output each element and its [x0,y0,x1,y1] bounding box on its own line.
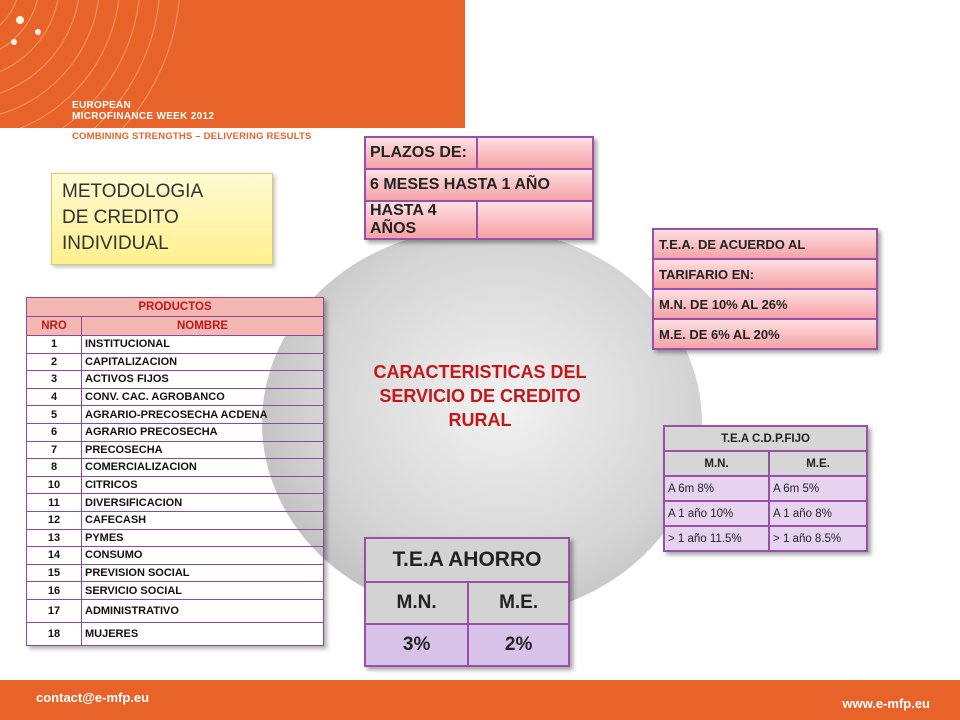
row-nombre: CAFECASH [82,511,324,529]
footer-website-link[interactable]: www.e-mfp.eu [842,696,930,711]
tea-box [652,228,878,350]
row-nombre: CONSUMO [82,547,324,565]
ahorro-mn-value: 3% [365,624,468,666]
table-row [27,622,324,645]
footer-bar [0,680,960,720]
concentric-arcs-logo-icon [0,0,465,128]
footer-email-link[interactable]: contact@e-mfp.eu [36,690,150,705]
brand-line-2: MICROFINANCE WEEK 2012 [72,111,215,122]
brand-line-1: EUROPEAN [72,100,132,111]
row-nombre: PRECOSECHA [82,441,324,459]
tagline: COMBINING STRENGTHS – DELIVERING RESULTS [72,131,312,142]
products-title: PRODUCTOS [27,298,324,317]
ahorro-me-value: 2% [468,624,569,666]
ahorro-table [364,537,570,667]
row-nro: 18 [27,622,82,645]
method-line-2: DE CREDITO [62,207,179,228]
cdp-col-me: M.E. [769,451,867,476]
row-nombre: DIVERSIFICACION [82,494,324,512]
tea-line-3: M.N. DE 10% AL 26% [653,289,877,319]
table-row [27,582,324,600]
row-nombre: COMERCIALIZACION [82,459,324,477]
cdp-me-value: A 6m 5% [769,476,867,501]
table-row [664,526,867,551]
table-row [27,511,324,529]
table-row [27,476,324,494]
tea-line-2: TARIFARIO EN: [653,259,877,289]
row-nombre: PREVISION SOCIAL [82,564,324,582]
table-row [27,423,324,441]
row-nro: 17 [27,599,82,622]
table-row [27,529,324,547]
row-nombre: INSTITUCIONAL [82,336,324,354]
method-line-1: METODOLOGIA [62,181,204,202]
row-nro: 1 [27,336,82,354]
method-box [51,173,273,265]
row-nombre: ADMINISTRATIVO [82,599,324,622]
row-nro: 4 [27,388,82,406]
row-nombre: AGRARIO-PRECOSECHA ACDENA [82,406,324,424]
method-line-3: INDIVIDUAL [62,233,169,254]
cdp-mn-value: A 1 año 10% [664,501,769,526]
table-row [27,371,324,389]
row-nro: 11 [27,494,82,512]
ahorro-col-mn: M.N. [365,582,468,624]
row-nro: 16 [27,582,82,600]
row-nombre: CONV. CAC. AGROBANCO [82,388,324,406]
cdp-col-mn: M.N. [664,451,769,476]
table-row [664,501,867,526]
cdp-mn-value: A 6m 8% [664,476,769,501]
table-row [664,476,867,501]
row-nombre: CAPITALIZACION [82,353,324,371]
plazos-line-2: 6 MESES HASTA 1 AÑO [365,169,593,201]
row-nro: 6 [27,423,82,441]
cdp-mn-value: > 1 año 11.5% [664,526,769,551]
row-nro: 10 [27,476,82,494]
row-nro: 2 [27,353,82,371]
table-row [27,459,324,477]
table-row [27,441,324,459]
row-nro: 12 [27,511,82,529]
products-title-row [27,298,324,317]
center-title-line-2: SERVICIO DE CREDITO [379,386,581,406]
center-title-line-1: CARACTERISTICAS DEL [373,362,587,382]
table-row [27,564,324,582]
products-header-row [27,317,324,336]
brand-name [72,100,214,122]
plazos-line-1: PLAZOS DE: [365,137,477,169]
table-row [27,547,324,565]
row-nombre: PYMES [82,529,324,547]
row-nombre: AGRARIO PRECOSECHA [82,423,324,441]
row-nro: 14 [27,547,82,565]
col-nro-header: NRO [27,317,82,336]
row-nombre: CITRICOS [82,476,324,494]
plazos-box [364,136,594,240]
row-nro: 3 [27,371,82,389]
row-nro: 15 [27,564,82,582]
table-row [27,599,324,622]
center-title [320,360,640,432]
cdp-me-value: > 1 año 8.5% [769,526,867,551]
ahorro-col-me: M.E. [468,582,569,624]
products-table [26,297,324,646]
table-row [27,388,324,406]
table-row [27,406,324,424]
row-nombre: SERVICIO SOCIAL [82,582,324,600]
cdp-me-value: A 1 año 8% [769,501,867,526]
table-row [27,336,324,354]
col-nombre-header: NOMBRE [82,317,324,336]
table-row [27,353,324,371]
plazos-line-3: HASTA 4 AÑOS [365,201,477,239]
row-nombre: ACTIVOS FIJOS [82,371,324,389]
row-nro: 5 [27,406,82,424]
cdp-title: T.E.A C.D.P.FIJO [664,426,867,451]
tea-line-1: T.E.A. DE ACUERDO AL [653,229,877,259]
table-row [27,494,324,512]
header-banner [0,0,465,128]
plazos-spacer [477,137,593,169]
row-nro: 13 [27,529,82,547]
row-nombre: MUJERES [82,622,324,645]
ahorro-title: T.E.A AHORRO [365,538,569,582]
cdp-table [663,425,868,552]
plazos-spacer [477,201,593,239]
row-nro: 7 [27,441,82,459]
tea-line-4: M.E. DE 6% AL 20% [653,319,877,349]
row-nro: 8 [27,459,82,477]
center-title-line-3: RURAL [448,410,512,430]
